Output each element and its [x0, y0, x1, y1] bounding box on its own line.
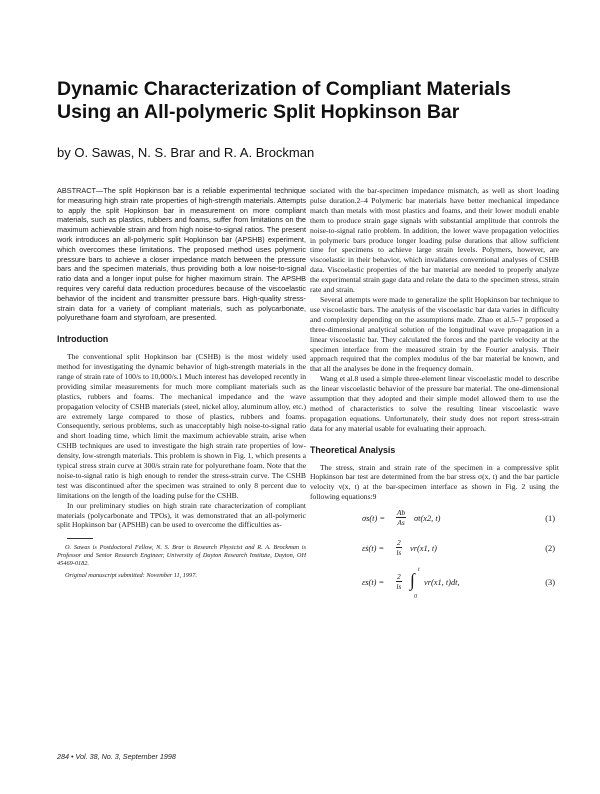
theory-paragraph: The stress, strain and strain rate of the specimen in a compressive split Hopkinson bar test are determined from the bar stress σ(x, t) and the bar particle velocity v(x, t) at the bar-specimen interface as shown in Fig. 2 using the following equations:9: [310, 462, 559, 502]
equation-3: [310, 566, 559, 602]
equation-fraction: [396, 538, 402, 557]
equation-rhs: σt(x2, t): [414, 514, 441, 524]
equation-lhs: ε̇s(t) =: [362, 544, 385, 554]
equation-lhs: σs(t) =: [362, 514, 386, 524]
intro-paragraph: The conventional split Hopkinson bar (CSHB) is the most widely used method for investigating the dynamic behavior of high-strength materials in the range of strain rate of 100/s to 10,000/s.1 Much interest has developed recently in providing similar measurements for much more compliant materials such as plastics, rubbers and foams. The mechanical impedance and the wave propagation velocity of CSHB materials (steel, nickel alloy, aluminum alloy, etc.) are extremely large compared to those of plastics, rubbers and foams. Consequently, serious problems, such as unacceptably high noise-to-signal ratio and short loading time, which limit the maximum achievable strain, arise when CSHB techniques are used to investigate the high strain rate properties of low-density, low-strength materials. This problem is shown in Fig. 1, which presents a typical stress strain curve at 300/s strain rate for polyurethane foam. Note that the noise-to-signal ratio is high enough to render the stress-strain curve. The CSHB test was discontinued after the specimen was strained to only 8 percent due to limitations on the length of the loading pulse for the CSHB.: [57, 352, 306, 500]
left-column: [57, 186, 306, 580]
right-column: [310, 186, 559, 602]
author-affiliation-footnote: O. Sawas is Postdoctoral Fellow, N. S. Brar is Research Physicist and R. A. Brockman is Professor and Senior Research Engineer, University of Dayton Research Institute, Dayton, OH 45469-0182.: [57, 544, 306, 568]
equation-fraction: [396, 508, 406, 527]
fraction-denominator: As: [397, 518, 405, 528]
fraction-denominator: ls: [396, 582, 402, 592]
equation-rhs: vr(x1, t)dt,: [424, 578, 460, 588]
author-line: by O. Sawas, N. S. Brar and R. A. Brockman: [57, 145, 315, 160]
body-paragraph: sociated with the bar-specimen impedance mismatch, as well as short loading pulse duration.2–4 Polymeric bar materials have better mechanical impedance match than metals with most plastics and foams, and their lower moduli enable them to produce strain gage signals with substantial amplitude that controls the noise-to-signal ratio problem. In addition, the lower wave propagation velocities in polymeric bars produce longer loading pulse durations that allow sufficient time for specimens to achieve large strain levels. Polymers, however, are viscoelastic in their behavior, which invalidates conventional analyses of CSHB data. Viscoelastic properties of the bar material are needed to properly analyze the experimental strain gage data and relate the data to the specimen stress, strain rate and strain.: [310, 186, 559, 295]
equation-number: (1): [545, 514, 555, 524]
equation-lhs: εs(t) =: [362, 578, 385, 588]
integral-upper-limit: t: [418, 567, 420, 574]
abstract: ABSTRACT—The split Hopkinson bar is a reliable experimental technique for measuring high strain rate properties of high-strength materials. Attempts to apply the split Hopkinson bar in measurement on more compliant materials, such as plastics, rubbers and foams, suffer from limitations on the maximum achievable strain and from high noise-to-signal ratios. The present work introduces an all-polymeric split Hopkinson bar (APSHB) experiment, which overcomes these limitations. The proposed method uses polymeric pressure bars to achieve a closer impedance match between the pressure bars and the specimen materials, thus providing both a low noise-to-signal ratio data and a longer input pulse for higher maximum strain. The APSHB requires very careful data reduction procedures because of the viscoelastic behavior of the incident and transmitter pressure bars. High-quality stress-strain data for a variety of compliant materials, such as polycarbonate, polyurethane foam and styrofoam, are presented.: [57, 186, 306, 323]
section-heading-introduction: Introduction: [57, 334, 109, 345]
fraction-numerator: 2: [397, 572, 401, 582]
integral-lower-limit: 0: [414, 594, 417, 601]
page-footer: 284 • Vol. 38, No. 3, September 1998: [57, 752, 176, 761]
body-paragraph: Wang et al.8 used a simple three-element linear viscoelastic model to describe the linear viscoelastic behavior of the pressure bar material. The one-dimensional assumption that they adopted and their simple model allowed them to use the method of characteristics to solve the resulting linear viscoelastic wave propagation equations. Unfortunately, their study does not report stress-strain data for any material usable for evaluating their approach.: [310, 374, 559, 433]
footnote-divider: [67, 538, 93, 539]
paper-title: Dynamic Characterization of Compliant Materials Using an All-polymeric Split Hopkinson Bar: [57, 78, 512, 123]
equation-1: [310, 506, 559, 536]
equation-rhs: vr(x1, t): [410, 544, 437, 554]
fraction-numerator: 2: [397, 538, 401, 548]
equation-fraction: [396, 572, 402, 591]
section-heading-theoretical-analysis: Theoretical Analysis: [310, 444, 396, 455]
equation-number: (3): [545, 578, 555, 588]
body-paragraph: Several attempts were made to generalize the split Hopkinson bar technique to use viscoelastic bars. The analysis of the viscoelastic bar data varies in difficulty and complexity depending on the assumptions made. Zhao et al.5–7 proposed a three-dimensional analytical solution of the longitudinal wave propagation in a linear viscoelastic bar. They calculated the forces and the particle velocity at the specimen interface from the measured strain by the Fourier analysis. Their approach required that the complex modulus of the bar material be known, and that all the analyses be done in the frequency domain.: [310, 294, 559, 374]
fraction-denominator: ls: [396, 548, 402, 558]
equation-number: (2): [545, 544, 555, 554]
integral-sign: ∫: [410, 570, 415, 591]
manuscript-date-footnote: Original manuscript submitted: November 11, 1997.: [65, 572, 197, 580]
fraction-numerator: Ab: [397, 508, 406, 518]
equation-2: [310, 536, 559, 560]
intro-paragraph: In our preliminary studies on high strain rate characterization of compliant materials (polycarbonate and TPOs), it was demonstrated that an all-polymeric split Hopkinson bar (APSHB) can be used to overcome the difficulties as-: [57, 500, 306, 530]
